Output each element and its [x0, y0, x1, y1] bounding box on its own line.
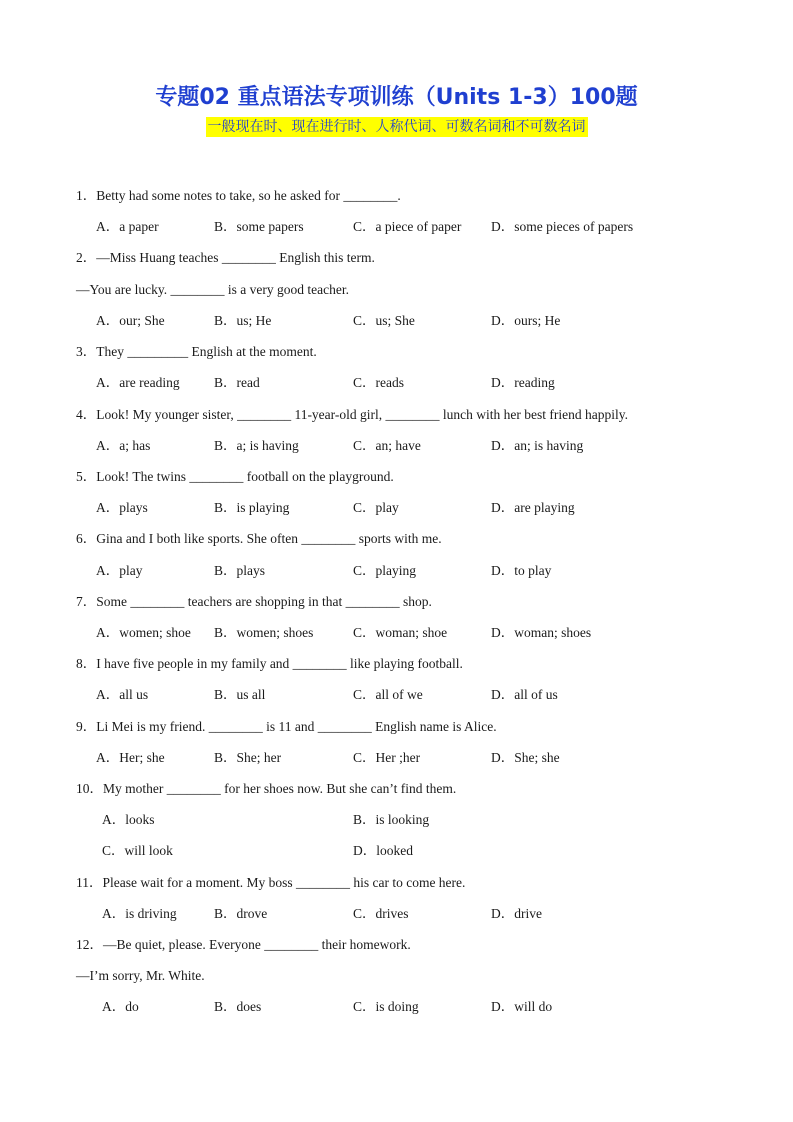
option-a: A．play: [96, 563, 143, 578]
option-d: D．reading: [491, 375, 555, 390]
option-d: D．to play: [491, 563, 552, 578]
option-b: B．She; her: [214, 750, 282, 765]
question-1-stem: 1．Betty had some notes to take, so he asked for ________.: [76, 188, 401, 203]
question-3-options: [96, 374, 736, 392]
option-a: A．are reading: [96, 375, 180, 390]
subtitle-highlighted: 一般现在时、现在进行时、人称代词、可数名词和不可数名词: [207, 119, 586, 135]
option-d: D．looked: [353, 843, 413, 858]
option-a: A．our; She: [96, 313, 165, 328]
option-c: C．an; have: [353, 438, 421, 453]
question-8-options: [96, 686, 736, 704]
option-b: B．women; shoes: [214, 625, 314, 640]
option-c: C．is doing: [353, 999, 419, 1014]
option-c: C．playing: [353, 563, 416, 578]
question-5-options: [96, 499, 736, 517]
option-d: D．some pieces of papers: [491, 219, 634, 234]
option-a: A．is driving: [102, 906, 177, 921]
option-d: D．drive: [491, 906, 542, 921]
option-c: C．will look: [102, 843, 173, 858]
question-6-options: [96, 562, 736, 580]
question-12-options: [102, 998, 742, 1016]
question-12-response: —I’m sorry, Mr. White.: [76, 968, 205, 983]
option-c: C．a piece of paper: [353, 219, 462, 234]
option-a: A．looks: [102, 812, 155, 827]
option-d: D．are playing: [491, 500, 575, 515]
question-12-stem: 12．—Be quiet, please. Everyone ________ their homework.: [76, 937, 411, 952]
page-title: 专题02 重点语法专项训练（Units 1-3）100题: [155, 85, 638, 110]
question-5-stem: 5．Look! The twins ________ football on the playground.: [76, 469, 394, 484]
question-9-stem: 9．Li Mei is my friend. ________ is 11 and ________ English name is Alice.: [76, 719, 497, 734]
option-c: C．Her ;her: [353, 750, 421, 765]
option-b: B．drove: [214, 906, 268, 921]
subtitle-container: [0, 117, 793, 137]
option-c: C．us; She: [353, 313, 415, 328]
question-6-stem: 6．Gina and I both like sports. She often ________ sports with me.: [76, 531, 442, 546]
option-d: D．will do: [491, 999, 553, 1014]
question-2-options: [96, 312, 736, 330]
option-a: A．plays: [96, 500, 148, 515]
option-c: C．play: [353, 500, 399, 515]
option-d: D．ours; He: [491, 313, 561, 328]
question-11-options: [102, 905, 742, 923]
option-a: A．a; has: [96, 438, 151, 453]
option-b: B．read: [214, 375, 260, 390]
question-2-response: —You are lucky. ________ is a very good teacher.: [76, 282, 349, 297]
option-d: D．woman; shoes: [491, 625, 592, 640]
option-b: B．does: [214, 999, 262, 1014]
question-10-stem: 10．My mother ________ for her shoes now. But she can’t find them.: [76, 781, 457, 796]
question-7-stem: 7．Some ________ teachers are shopping in that ________ shop.: [76, 594, 432, 609]
option-d: D．an; is having: [491, 438, 584, 453]
option-b: B．some papers: [214, 219, 304, 234]
question-11-stem: 11．Please wait for a moment. My boss ________ his car to come here.: [76, 875, 466, 890]
option-c: C．all of we: [353, 687, 423, 702]
question-1-options: [96, 218, 736, 236]
option-d: D．She; she: [491, 750, 560, 765]
option-a: A．a paper: [96, 219, 159, 234]
question-10-options-row2: [102, 842, 742, 860]
option-a: A．women; shoe: [96, 625, 191, 640]
option-b: B．us; He: [214, 313, 272, 328]
option-b: B．is looking: [353, 812, 430, 827]
question-8-stem: 8．I have five people in my family and ________ like playing football.: [76, 656, 463, 671]
question-4-stem: 4．Look! My younger sister, ________ 11-year-old girl, ________ lunch with her best friend happily.: [76, 407, 628, 422]
option-c: C．woman; shoe: [353, 625, 448, 640]
option-c: C．reads: [353, 375, 404, 390]
option-c: C．drives: [353, 906, 409, 921]
option-b: B．us all: [214, 687, 266, 702]
option-a: A．Her; she: [96, 750, 165, 765]
question-10-options-row1: [102, 811, 742, 829]
question-9-options: [96, 749, 736, 767]
question-2-stem: 2．—Miss Huang teaches ________ English this term.: [76, 250, 375, 265]
option-a: A．all us: [96, 687, 149, 702]
question-3-stem: 3．They _________ English at the moment.: [76, 344, 317, 359]
option-b: B．is playing: [214, 500, 290, 515]
question-7-options: [96, 624, 736, 642]
question-4-options: [96, 437, 736, 455]
option-d: D．all of us: [491, 687, 558, 702]
option-a: A．do: [102, 999, 139, 1014]
option-b: B．plays: [214, 563, 266, 578]
option-b: B．a; is having: [214, 438, 299, 453]
